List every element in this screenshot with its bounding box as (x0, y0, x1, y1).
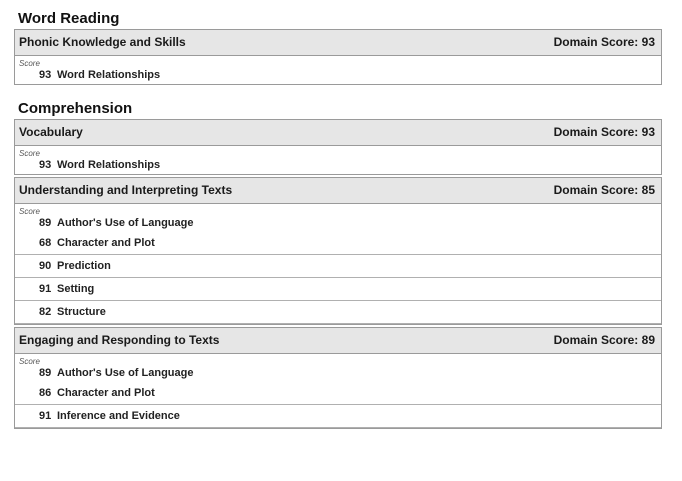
score-column-label: Score (19, 357, 40, 366)
skill-row (15, 255, 661, 278)
domain-table (14, 327, 662, 429)
skill-row (15, 158, 661, 174)
skill-row (15, 382, 661, 405)
domain-score (554, 120, 655, 145)
skill-row (15, 405, 661, 428)
skill-row (15, 278, 661, 301)
skill-score: 86 (39, 387, 52, 399)
section-title: Comprehension (18, 100, 133, 117)
section-title: Word Reading (18, 10, 120, 27)
skill-score: 68 (39, 237, 52, 249)
skill-score: 82 (39, 306, 52, 318)
domain-name: Engaging and Responding to Texts (19, 333, 220, 347)
domain-score-value: 89 (641, 333, 655, 347)
domain-score (554, 178, 655, 203)
domain-table (14, 177, 662, 325)
skill-label: Author's Use of Language (57, 367, 194, 379)
domain-score (554, 328, 655, 353)
section-spacer (14, 87, 662, 100)
skill-label: Character and Plot (57, 237, 155, 249)
skill-row (15, 68, 661, 84)
score-column-label: Score (19, 207, 40, 216)
skill-row (15, 366, 661, 382)
domain-score-prefix: Domain Score: (553, 35, 639, 49)
skill-score: 93 (39, 69, 52, 81)
domain-score-prefix: Domain Score: (553, 333, 639, 347)
skill-row (15, 216, 661, 232)
domain-header (15, 120, 661, 146)
domain-header (15, 178, 661, 204)
domain-score-prefix: Domain Score: (553, 183, 639, 197)
score-column-label: Score (19, 59, 40, 68)
domain-name: Vocabulary (19, 125, 83, 139)
skill-label: Setting (57, 283, 95, 295)
skill-score: 91 (39, 283, 52, 295)
domain-name: Phonic Knowledge and Skills (19, 35, 186, 49)
domain-score-value: 93 (641, 125, 655, 139)
domain-score-value: 93 (641, 35, 655, 49)
domain-header (15, 328, 661, 354)
skill-score: 89 (39, 367, 52, 379)
skill-label: Character and Plot (57, 387, 155, 399)
skill-score: 93 (39, 159, 52, 171)
skill-label: Author's Use of Language (57, 217, 194, 229)
domain-table (14, 29, 662, 85)
skill-label: Word Relationships (57, 69, 161, 81)
skill-label: Prediction (57, 260, 111, 272)
domain-header (15, 30, 661, 56)
domain-score (554, 30, 655, 55)
domain-name: Understanding and Interpreting Texts (19, 183, 233, 197)
skill-label: Word Relationships (57, 159, 161, 171)
skill-score: 91 (39, 410, 52, 422)
skill-score: 89 (39, 217, 52, 229)
skill-label: Inference and Evidence (57, 410, 180, 422)
score-column-label: Score (19, 149, 40, 158)
skill-row (15, 232, 661, 255)
skill-label: Structure (57, 306, 106, 318)
score-report (14, 10, 662, 431)
domain-score-value: 85 (641, 183, 655, 197)
domain-table (14, 119, 662, 175)
domain-score-prefix: Domain Score: (553, 125, 639, 139)
skill-row (15, 301, 661, 324)
skill-score: 90 (39, 260, 52, 272)
